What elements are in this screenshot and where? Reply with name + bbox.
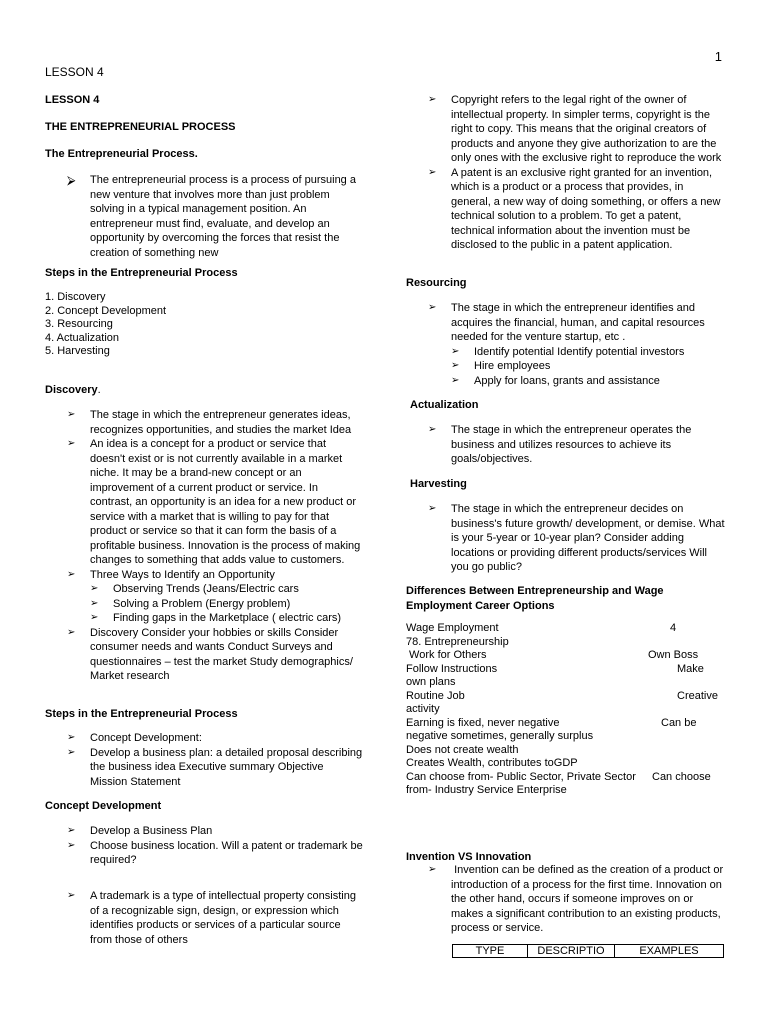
wage-line-right: Make: [677, 662, 704, 675]
wage-line-right: Can be: [661, 716, 697, 729]
list-item: ➢ Apply for loans, grants and assistance: [406, 374, 726, 389]
trademark-list: [45, 889, 363, 947]
step-item: 1. Discovery: [45, 291, 106, 303]
page-number: 1: [714, 49, 722, 64]
wage-line: [406, 744, 726, 758]
list-item: ➢ Hire employees: [406, 359, 726, 374]
resourcing-section: [406, 301, 726, 388]
differences-heading: Differences Between Entrepreneurship and Wage Employment Career Options: [406, 585, 664, 612]
wage-line: [406, 784, 726, 798]
discovery-list: [45, 408, 363, 582]
steps-heading: Steps in the Entrepreneurial Process: [45, 267, 238, 279]
list-item: ⮚ The entrepreneurial process is a process of pursuing a new venture that involves more than just problem solving in a typical management position. An entrepreneur must find, evaluate, and develop an opportunity by overcoming the forces that resist the creation of something new: [45, 173, 363, 260]
wage-line: [406, 663, 726, 677]
step-item: 4. Actualization: [45, 331, 119, 344]
list-item: ➢ Copyright refers to the legal right of the owner of intellectual property. In simpler terms, copyright is the right to copy. This means that the original creators of products and anyone they give authorization to are the only ones with the exclusive right to reproduce the work: [406, 93, 726, 166]
harvesting-list: [406, 502, 726, 575]
invention-table: [452, 944, 724, 958]
list-item: ➢ The stage in which the entrepreneur generates ideas, recognizes opportunities, and studies the market Idea: [45, 408, 363, 437]
list-item: ➢ Discovery Consider your hobbies or skills Consider consumer needs and wants Conduct Surveys and questionnaires – test the market Study demographics/ Market research: [45, 626, 363, 684]
wage-line-left: Can choose from- Public Sector, Private Sector: [406, 770, 636, 783]
resourcing-heading: Resourcing: [406, 277, 467, 289]
concept-heading: Concept Development: [45, 800, 162, 812]
wage-line-right: 4: [670, 622, 677, 634]
ip-list: [406, 93, 726, 253]
wage-line-left: Does not create wealth: [406, 743, 519, 756]
wage-line-left: Follow Instructions: [406, 662, 498, 675]
wage-line: [406, 730, 726, 744]
concept-list: [45, 824, 363, 868]
wage-line: [406, 690, 726, 704]
steps2-list: [45, 731, 363, 789]
list-item: ➢ Invention can be defined as the creation of a product or introduction of a process for the first time. Innovation on the other hand, occurs if someone improves on or makes a significant contribution to an existing products, process or service.: [406, 863, 726, 936]
invention-heading: Invention VS Innovation: [406, 851, 532, 863]
list-item: ➢ An idea is a concept for a product or service that doesn't exist or is not currently available in a market niche. It may be a brand-new concept or an improvement of a current product or service. In contrast, an opportunity is an idea for a new product or service with a market that is willing to pay for that product or service so that it can form the basis of a profitable business. Innovation is the process of making changes to something that adds value to customers.: [45, 437, 363, 568]
step-item: 2. Concept Development: [45, 304, 167, 317]
wage-line-right: Own Boss: [648, 649, 699, 661]
lesson-label: LESSON 4: [45, 65, 104, 79]
table-header-type: TYPE: [453, 945, 528, 958]
steps2-heading: Steps in the Entrepreneurial Process: [45, 708, 238, 720]
list-item: ➢ Choose business location. Will a patent or trademark be required?: [45, 839, 363, 868]
list-item: ➢ Observing Trends (Jeans/Electric cars: [45, 582, 363, 597]
list-item: ➢ The stage in which the entrepreneur identifies and acquires the financial, human, and capital resources needed for the venture startup, etc .: [406, 301, 726, 345]
wage-comparison: [406, 622, 726, 798]
wage-line-left: Wage Employment: [406, 622, 499, 634]
wage-line-left: negative sometimes, generally surplus: [406, 730, 594, 742]
document-title: THE ENTREPRENEURIAL PROCESS: [45, 121, 236, 133]
invention-list: [406, 863, 726, 936]
wage-line-left: Routine Job: [406, 689, 465, 702]
wage-line: [406, 649, 726, 663]
discovery-heading-text: Discovery: [45, 384, 98, 396]
opportunity-ways-list: [45, 582, 363, 626]
list-item: ➢ Identify potential Identify potential investors: [406, 345, 726, 360]
wage-line: [406, 676, 726, 690]
wage-line-left: 78. Entrepreneurship: [406, 635, 509, 648]
wage-line: [406, 636, 726, 650]
table-header-row: [453, 945, 724, 958]
wage-line-left: own plans: [406, 676, 456, 688]
wage-line: [406, 771, 726, 785]
discovery-heading-period: .: [97, 384, 101, 396]
discovery-list-end: [45, 626, 363, 684]
wage-line-left: Earning is fixed, never negative: [406, 716, 560, 729]
list-item: ➢ Develop a business plan: a detailed proposal describing the business idea Executive summary Objective Mission Statement: [45, 746, 363, 790]
discovery-section: [45, 408, 363, 684]
resourcing-sub-list: [406, 345, 726, 389]
wage-line-left: Work for Others: [406, 649, 487, 661]
list-item: ➢ A patent is an exclusive right granted for an invention, which is a product or a process that provides, in general, a new way of doing something, or offers a new technical solution to a problem. To get a patent, technical information about the invention must be disclosed to the public in a patent application.: [406, 166, 726, 253]
discovery-heading: [45, 383, 363, 398]
wage-line: [406, 703, 726, 717]
list-item: ➢ Concept Development:: [45, 731, 363, 746]
list-item: ➢ Develop a Business Plan: [45, 824, 363, 839]
list-item: ➢ Three Ways to Identify an Opportunity: [45, 568, 363, 583]
wage-line-right: Creative: [677, 689, 718, 702]
list-item: ➢ The stage in which the entrepreneur decides on business's future growth/ development, or demise. What is your 5-year or 10-year plan? Consider adding locations or providing different products/services Will you go public?: [406, 502, 726, 575]
wage-line-right: Can choose: [652, 770, 711, 783]
actualization-list: [406, 423, 726, 467]
process-list: [45, 173, 363, 260]
list-item: ➢ A trademark is a type of intellectual property consisting of a recognizable sign, design, or expression which identifies products or services of a particular source from those of others: [45, 889, 363, 947]
resourcing-list: [406, 301, 726, 345]
steps-list: [45, 291, 363, 359]
table-header-description: DESCRIPTIO: [528, 945, 615, 958]
list-item: ➢ Solving a Problem (Energy problem): [45, 597, 363, 612]
harvesting-heading: Harvesting: [410, 478, 467, 490]
step-item: 3. Resourcing: [45, 318, 113, 330]
actualization-heading: Actualization: [410, 399, 479, 411]
list-item: ➢ Finding gaps in the Marketplace ( electric cars): [45, 611, 363, 626]
process-heading: The Entrepreneurial Process.: [45, 148, 198, 160]
wage-line: [406, 757, 726, 771]
step-item: 5. Harvesting: [45, 345, 110, 357]
wage-line: [406, 622, 726, 636]
lesson-heading: LESSON 4: [45, 94, 100, 106]
list-item: ➢ The stage in which the entrepreneur operates the business and utilizes resources to achieve its goals/objectives.: [406, 423, 726, 467]
table-header-examples: EXAMPLES: [615, 945, 724, 958]
wage-line-left: Creates Wealth, contributes toGDP: [406, 757, 578, 769]
wage-line-left: activity: [406, 703, 440, 715]
wage-line: [406, 717, 726, 731]
wage-line-left: from- Industry Service Enterprise: [406, 784, 567, 796]
